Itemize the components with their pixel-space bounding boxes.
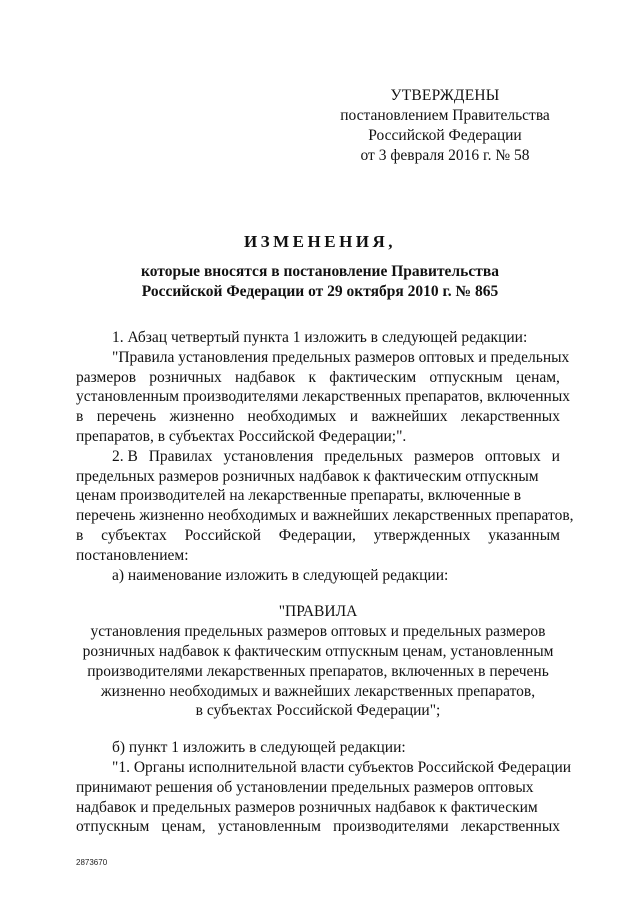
word: в	[76, 526, 84, 544]
word: Российской	[184, 526, 261, 544]
word: фактическим	[329, 368, 417, 386]
document-title: ИЗМЕНЕНИЯ,	[243, 232, 397, 251]
rules-line: жизненно необходимых и важнейших лекарственных препаратов,	[100, 682, 536, 700]
word: указанным	[488, 526, 560, 544]
word: и	[349, 408, 359, 426]
word: установления	[223, 447, 314, 465]
word: установленным	[217, 818, 321, 836]
word: жизненно	[169, 408, 235, 426]
paragraph-line: перечень жизненно необходимых и важнейших лекарственных препаратов,	[76, 507, 574, 525]
paragraph-line	[76, 368, 560, 388]
word: субъектах	[101, 526, 167, 544]
word: отпускным	[429, 368, 503, 386]
word: к	[308, 368, 317, 386]
paragraph-5: б) пункт 1 изложить в следующей редакции:	[112, 739, 406, 757]
paragraph-line: надбавок и предельных размеров розничных надбавок к фактическим	[76, 798, 538, 816]
paragraph-line: установленным производителями лекарственных препаратов, включенных	[76, 388, 570, 406]
word: предельных	[324, 447, 404, 465]
word: лекарственных	[460, 818, 560, 836]
paragraph-4: а) наименование изложить в следующей редакции:	[112, 566, 449, 584]
word: розничных	[149, 368, 222, 386]
paragraph-6	[76, 758, 572, 837]
paragraph-line: "Правила установления предельных размеров оптовых и предельных	[112, 348, 570, 366]
rules-line: розничных надбавок к фактическим отпускным ценам, установленным	[82, 642, 554, 660]
approval-line: Российской Федерации	[368, 127, 522, 144]
word: важнейших	[371, 408, 448, 426]
paragraph-line: ценам производителей на лекарственные препараты, включенные в	[76, 487, 522, 505]
word: и	[551, 447, 560, 465]
approval-line: постановлением Правительства	[340, 107, 550, 124]
document-id: 2873670	[76, 858, 108, 867]
subtitle-line: Российской Федерации от 29 октября 2010 г. № 865	[141, 283, 499, 300]
paragraph-line	[76, 817, 560, 837]
word: Федерации,	[278, 526, 356, 544]
word: Правилах	[148, 447, 213, 465]
approval-date-line: от 3 февраля 2016 г. № 58	[360, 147, 530, 164]
word: утвержденных	[373, 526, 471, 544]
word: перечень	[96, 408, 157, 426]
word: оптовых	[484, 447, 541, 465]
paragraph-line: постановлением:	[76, 546, 189, 564]
document-body	[76, 328, 574, 837]
paragraph-line	[76, 447, 560, 467]
word: размеров	[76, 368, 137, 386]
word: лекарственных	[460, 408, 560, 426]
word: необходимых	[247, 408, 337, 426]
paragraph-2	[76, 348, 570, 447]
word: производителями	[333, 818, 449, 836]
rules-line: в субъектах Российской Федерации";	[195, 702, 441, 720]
paragraph-line: препаратов, в субъектах Российской Федерации;".	[76, 427, 407, 445]
approval-heading: УТВЕРЖДЕНЫ	[390, 87, 500, 104]
rules-heading: "ПРАВИЛА	[278, 603, 358, 621]
rules-title-block	[76, 602, 560, 721]
paragraph-line: предельных размеров розничных надбавок к фактическим отпускным	[76, 467, 539, 485]
paragraph-3	[76, 447, 574, 566]
subtitle-line: которые вносятся в постановление Правительства	[141, 263, 499, 280]
paragraph-line	[76, 407, 560, 427]
word: надбавок	[234, 368, 296, 386]
paragraph-1: 1. Абзац четвертый пункта 1 изложить в следующей редакции:	[112, 329, 528, 346]
paragraph-line: принимают решения об установлении предельных размеров оптовых	[76, 778, 534, 796]
word: отпускным	[76, 818, 150, 836]
word: ценам,	[515, 368, 560, 386]
rules-line: производителями лекарственных препаратов, включенных в перечень	[87, 662, 549, 680]
approval-stamp	[330, 86, 560, 166]
paragraph-line: "1. Органы исполнительной власти субъектов Российской Федерации	[112, 758, 572, 776]
rules-line: установления предельных размеров оптовых и предельных размеров	[90, 623, 546, 641]
paragraph-line	[76, 526, 560, 546]
document-subtitle	[80, 262, 560, 302]
word: 2. В	[112, 447, 138, 465]
word: ценам,	[161, 818, 206, 836]
word: в	[76, 408, 84, 426]
word: размеров	[413, 447, 474, 465]
